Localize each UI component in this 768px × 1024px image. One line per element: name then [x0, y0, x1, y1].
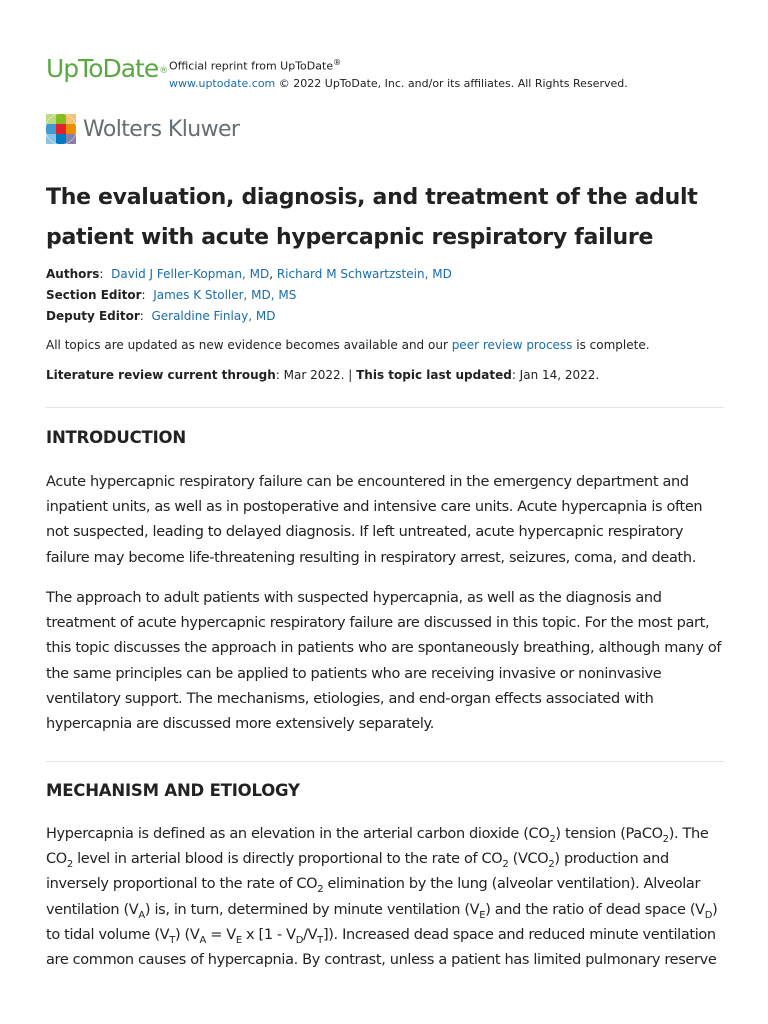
- subscript: E: [235, 934, 242, 946]
- mechanism-text: = V: [205, 926, 236, 943]
- author-link[interactable]: David J Feller-Kopman, MD: [111, 267, 270, 281]
- deputy-editor-row: Deputy Editor: Geraldine Finlay, MD: [46, 309, 276, 323]
- subscript: 2: [549, 833, 556, 845]
- mechanism-text: /V: [303, 926, 318, 943]
- reprint-line: [169, 54, 628, 75]
- wk-tile: [56, 134, 66, 144]
- wk-tile: [56, 124, 66, 134]
- mechanism-text: ) and the ratio of dead space (V: [485, 901, 705, 918]
- subscript: A: [199, 934, 206, 946]
- subscript: D: [295, 934, 304, 946]
- uptodate-logo-text: UpToDate: [46, 54, 159, 83]
- update-note-text: All topics are updated as new evidence becomes available and our: [46, 338, 452, 352]
- mechanism-text: ) tension (PaCO: [555, 826, 663, 842]
- intro-paragraph-1: Acute hypercapnic respiratory failure can be encountered in the emergency department and inpatient units, as well as in postoperative and intensive care units. Acute hypercapnia is often not suspected, leading to delayed diagnosis. If left untreated, acute hypercapnic respiratory failure may become life-threatening resulting in respiratory arrest, seizures, coma, and death.: [46, 474, 703, 566]
- mechanism-text: ) (V: [174, 926, 200, 943]
- mechanism-paragraph-1: [46, 822, 726, 973]
- author-link[interactable]: Richard M Schwartzstein, MD: [276, 267, 452, 281]
- deputy-editor-label: Deputy Editor: [46, 309, 140, 323]
- wolters-kluwer-mark-icon: [45, 113, 77, 145]
- wolters-kluwer-wordmark: Wolters Kluwer: [83, 117, 240, 142]
- section-editor-link[interactable]: James K Stoller, MD, MS: [153, 288, 297, 302]
- wk-tile: [66, 134, 76, 144]
- subscript: 2: [317, 884, 324, 896]
- section-editor-label: Section Editor: [46, 288, 142, 302]
- mechanism-text: level in arterial blood is directly proportional to the rate of CO: [72, 851, 503, 868]
- section-editor-row: Section Editor: James K Stoller, MD, MS: [46, 288, 297, 302]
- section-divider: [46, 407, 724, 408]
- subscript: D: [704, 909, 713, 921]
- authors-label: Authors: [46, 267, 100, 281]
- subscript: 2: [662, 833, 669, 845]
- mechanism-text: ) production and inversely proportional to the rate of CO: [46, 851, 669, 893]
- mechanism-text: ) to tidal volume (V: [46, 901, 718, 943]
- uptodate-site-link[interactable]: www.uptodate.com: [169, 76, 276, 90]
- intro-paragraph-2: The approach to adult patients with suspected hypercapnia, as well as the diagnosis and treatment of acute hypercapnic respiratory failure are discussed in this topic. For the most part, this topic discusses the approach in patients who are spontaneously breathing, although many of the same principles can be applied to patients who are receiving invasive or noninvasive ventilatory support. The mechanisms, etiologies, and end-organ effects associated with hypercapnia are discussed more extensively separately.: [46, 590, 722, 733]
- wk-tile: [46, 114, 56, 124]
- mechanism-text: ]). Increased dead space and reduced minute ventilation are common causes of hypercapnia. By contrast, unless a patient has limited pulmonary reserve: [46, 926, 717, 969]
- subscript: T: [169, 934, 175, 946]
- mechanism-text: (VCO: [508, 851, 549, 868]
- uptodate-logo-mark: ®: [159, 66, 169, 76]
- lit-review-value: : Mar 2022. |: [275, 368, 357, 382]
- subscript: A: [138, 909, 145, 921]
- subscript: 2: [502, 859, 509, 871]
- article-credits: [46, 264, 726, 327]
- mechanism-text: ). The CO: [46, 826, 709, 868]
- subscript: E: [479, 909, 486, 921]
- wk-tile: [46, 134, 56, 144]
- last-updated-label: This topic last updated: [356, 368, 512, 382]
- lit-review-label: Literature review current through: [46, 368, 276, 382]
- wk-tile: [66, 124, 76, 134]
- mechanism-text: Hypercapnia is defined as an elevation in the arterial carbon dioxide (CO: [46, 826, 550, 842]
- wk-tile: [66, 114, 76, 124]
- wk-tile: [46, 124, 56, 134]
- subscript: 2: [66, 859, 73, 871]
- reprint-line-text: Official reprint from UpToDate: [169, 59, 334, 73]
- article-title: The evaluation, diagnosis, and treatment of the adult patient with acute hypercapnic respiratory failure: [46, 185, 698, 250]
- authors-row: Authors: David J Feller-Kopman, MD, Richard M Schwartzstein, MD: [46, 267, 452, 281]
- update-note: [46, 336, 726, 354]
- mechanism-text: elimination by the lung (alveolar ventilation). Alveolar ventilation (V: [46, 876, 701, 918]
- subscript: 2: [548, 859, 555, 871]
- copyright-line: [169, 75, 628, 92]
- deputy-editor-link[interactable]: Geraldine Finlay, MD: [151, 309, 276, 323]
- reprint-line-mark: ®: [333, 58, 342, 67]
- section-heading-introduction: INTRODUCTION: [46, 428, 186, 447]
- mechanism-text: x [1 - V: [241, 926, 296, 943]
- wk-tile: [56, 114, 66, 124]
- subscript: T: [317, 934, 323, 946]
- last-updated-value: : Jan 14, 2022.: [511, 368, 600, 382]
- peer-review-link[interactable]: peer review process: [451, 338, 573, 352]
- reprint-header: [46, 54, 726, 94]
- copyright-text: © 2022 UpToDate, Inc. and/or its affiliates. All Rights Reserved.: [275, 76, 628, 90]
- reprint-notice: [169, 54, 628, 92]
- review-dates: [46, 366, 726, 384]
- section-heading-mechanism: MECHANISM AND ETIOLOGY: [46, 781, 300, 800]
- mechanism-text: ) is, in turn, determined by minute ventilation (V: [144, 901, 480, 918]
- uptodate-logo: [46, 54, 168, 84]
- section-divider: [46, 761, 724, 762]
- update-note-end: is complete.: [572, 338, 650, 352]
